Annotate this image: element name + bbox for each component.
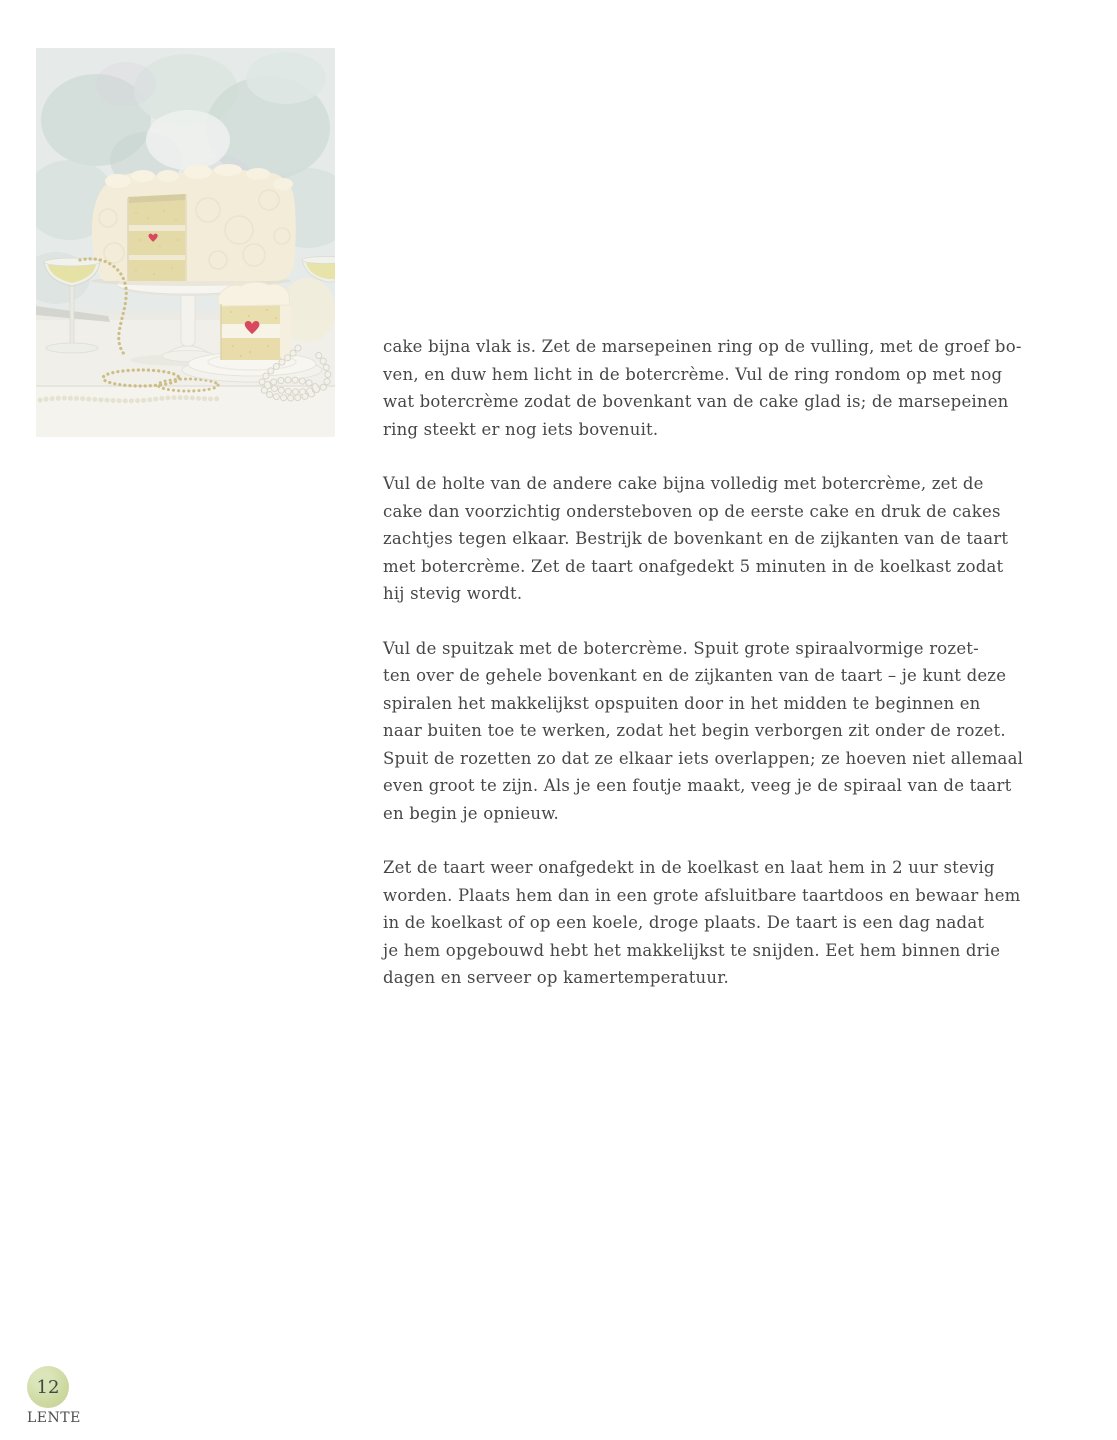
section-label: LENTE	[27, 1410, 81, 1426]
paragraph-3	[383, 635, 1024, 828]
text-line: Zet de taart weer onafgedekt in de koelkast en laat hem in 2 uur stevig	[383, 858, 995, 877]
cake-cut-interior	[128, 194, 186, 281]
text-line: worden. Plaats hem dan in een grote afsluitbare taartdoos en bewaar hem	[383, 885, 1021, 905]
text-line: en begin je opnieuw.	[383, 803, 560, 823]
text-line: zachtjes tegen elkaar. Bestrijk de bovenkant en de zijkanten van de taart	[383, 529, 1009, 548]
page-number-badge	[27, 1366, 69, 1408]
page-footer	[27, 1366, 117, 1426]
paragraph-4	[383, 854, 1021, 992]
text-line: dagen en serveer op kamertemperatuur.	[383, 968, 729, 987]
cake-slice	[218, 282, 291, 360]
text-line: cake dan voorzichtig ondersteboven op de eerste cake en druk de cakes	[383, 501, 1001, 521]
page-number: 12	[36, 1376, 60, 1398]
text-line: spiralen het makkelijkst opspuiten door in het midden te beginnen en	[383, 693, 981, 713]
text-line: even groot te zijn. Als je een foutje maakt, veeg je de spiraal van de taart	[383, 776, 1012, 795]
paragraph-1	[383, 333, 1022, 443]
text-line: in de koelkast of op een koele, droge plaats. De taart is een dag nadat	[383, 913, 985, 932]
text-line: ten over de gehele bovenkant en de zijkanten van de taart – je kunt deze	[383, 666, 1007, 685]
frosted-cake	[91, 164, 296, 286]
text-line: hij stevig wordt.	[383, 584, 523, 603]
text-line: je hem opgebouwd hebt het makkelijkst te snijden. Eet hem binnen drie	[383, 940, 1001, 960]
text-line: naar buiten toe te werken, zodat het begin verborgen zit onder de rozet.	[383, 721, 1006, 740]
text-line: Vul de spuitzak met de botercrème. Spuit grote spiraalvormige rozet-	[383, 638, 979, 658]
text-line: cake bijna vlak is. Zet de marsepeinen ring op de vulling, met de groef bo-	[383, 337, 1022, 356]
paragraph-2	[383, 470, 1015, 608]
text-line: Vul de holte van de andere cake bijna volledig met botercrème, zet de	[383, 474, 984, 493]
recipe-text	[383, 333, 1024, 1019]
text-line: wat botercrème zodat de bovenkant van de cake glad is; de marsepeinen	[383, 392, 1009, 411]
cake-photo	[36, 48, 335, 437]
text-line: Spuit de rozetten zo dat ze elkaar iets overlappen; ze hoeven niet allemaal	[383, 748, 1024, 768]
text-line: ven, en duw hem licht in de botercrème. Vul de ring rondom op met nog	[383, 364, 1003, 384]
text-line: met botercrème. Zet de taart onafgedekt 5 minuten in de koelkast zodat	[383, 556, 1004, 576]
text-line: ring steekt er nog iets bovenuit.	[383, 419, 659, 439]
